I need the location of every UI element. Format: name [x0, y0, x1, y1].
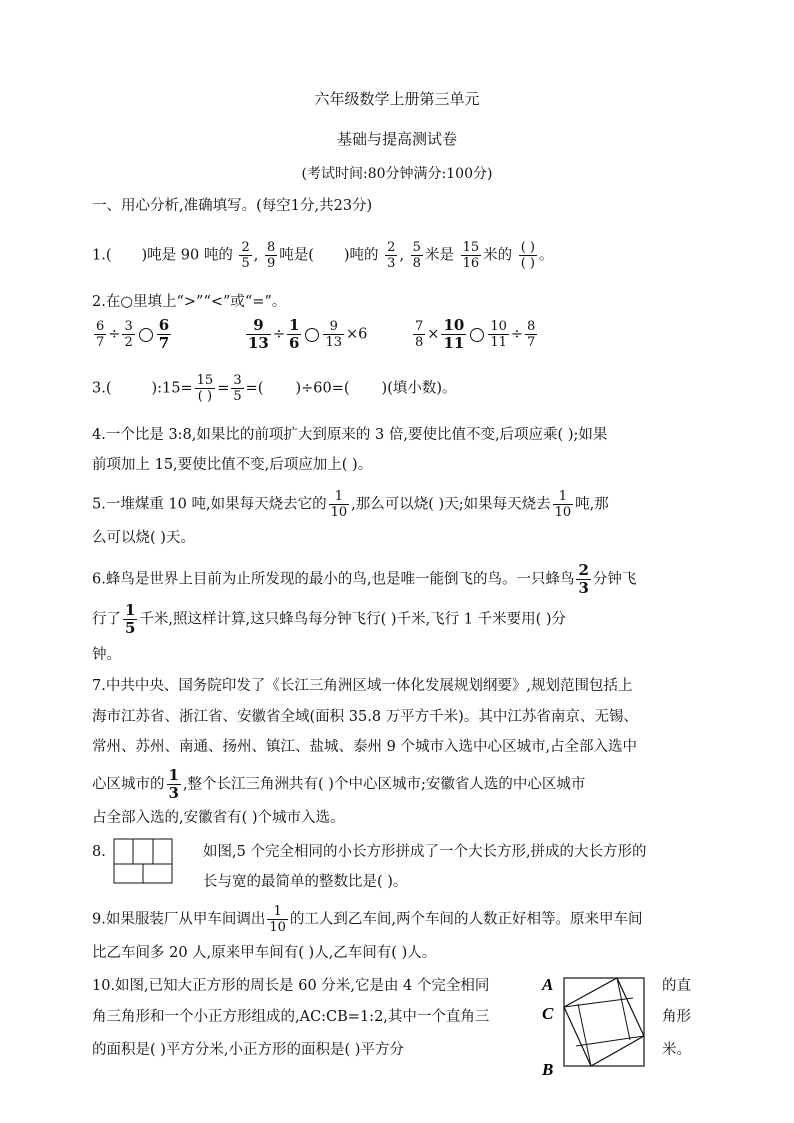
operator: ×	[427, 326, 440, 343]
q1-text: ,	[253, 247, 259, 264]
fraction	[385, 241, 397, 270]
denominator-blank[interactable]: ( )	[520, 256, 535, 271]
fraction	[488, 320, 509, 349]
question-5-line-1	[92, 490, 609, 519]
q5-text: 5.一堆煤重 10 吨,如果每天烧去它的	[92, 496, 327, 513]
question-8-number: 8.	[92, 844, 106, 860]
q9-text: 9.如果服装厂从甲车间调出	[92, 911, 266, 928]
numerator: 2	[387, 240, 396, 255]
numerator: 9	[323, 320, 344, 335]
fraction	[525, 320, 537, 349]
large-square	[564, 978, 644, 1066]
q6-text: 千米,照这样计算,这只蜂鸟每分钟飞行( )千米,飞行 1 千米要用( )分	[139, 611, 567, 628]
question-4-line-2: 前项加上 15,要使比值不变,后项应加上( )。	[92, 457, 373, 473]
fraction	[231, 374, 243, 403]
numerator: 15	[196, 373, 214, 388]
q5-text: ,那么可以烧( )天;如果每天烧去	[351, 496, 551, 513]
denominator: 7	[158, 334, 170, 352]
q1-text: 1.(	[92, 247, 112, 264]
q7-text: ,整个长江三角洲共有( )个中心区城市;安徽省人选的中心区城市	[182, 776, 586, 793]
worksheet-title: 六年级数学上册第三单元	[314, 90, 480, 108]
fraction	[329, 490, 350, 519]
numerator: 1	[329, 490, 350, 505]
numerator: 8	[527, 319, 536, 334]
denominator: 8	[412, 256, 421, 271]
q6-text: 行了	[92, 611, 121, 628]
q5-text: 吨,那	[575, 496, 609, 513]
numerator: 1	[289, 316, 300, 334]
triangle-line	[617, 978, 630, 1040]
q3-text: =(	[245, 380, 264, 397]
fraction	[287, 318, 301, 351]
denominator: 8	[415, 335, 424, 350]
denominator: 10	[554, 505, 572, 520]
label-b: B	[542, 1060, 554, 1079]
fraction	[553, 490, 574, 519]
operator: ÷	[510, 326, 524, 343]
fraction	[265, 241, 277, 270]
question-8-line-1: 如图,5 个完全相同的小长方形拼成了一个大长方形,拼成的大长方形的	[203, 844, 647, 860]
denominator: 3	[168, 784, 179, 802]
triangle-line	[578, 1004, 591, 1066]
operator: ÷	[108, 326, 121, 343]
fraction	[123, 603, 137, 636]
fraction	[94, 320, 106, 349]
numerator: 15	[462, 240, 480, 255]
compare-circle[interactable]	[139, 328, 153, 342]
question-3	[92, 374, 457, 403]
numerator: 8	[266, 240, 276, 255]
label-a: A	[542, 975, 554, 994]
denominator: 3	[578, 579, 589, 597]
question-10-right-2: 角形	[662, 1009, 691, 1025]
fraction	[576, 563, 590, 596]
denominator: 5	[233, 389, 242, 404]
compare-circle[interactable]	[470, 328, 484, 342]
fraction-blank[interactable]	[519, 241, 537, 270]
denominator: 7	[527, 335, 536, 350]
q1-text: 米是	[424, 247, 454, 264]
fraction	[239, 241, 251, 270]
fraction	[411, 241, 423, 270]
question-4-line-1: 4.一个比是 3:8,如果比的前项扩大到原来的 3 倍,要使比值不变,后项应乘( );如果	[92, 427, 608, 443]
q1-text: 米的	[483, 247, 513, 264]
denominator: 6	[289, 334, 300, 352]
question-2: 2.在○里填上“>”“<”或“=”。	[92, 294, 287, 310]
question-7-line-5: 占全部入选的,安徽省有( )个城市入选。	[92, 810, 345, 826]
question-7-line-3: 常州、苏州、南通、扬州、镇江、盐城、泰州 9 个城市入选中心区城市,占全部入选中	[92, 739, 638, 755]
question-7-line-1: 7.中共中央、国务院印发了《长江三角洲区域一体化发展规划纲要》,规划范围包括上	[92, 678, 633, 694]
denominator: 10	[330, 505, 348, 520]
q3-text: 3.(	[92, 380, 112, 397]
rectangles-figure	[113, 838, 173, 884]
q7-text: 心区城市的	[92, 776, 165, 793]
q1-text: 。	[539, 247, 554, 264]
numerator: 2	[241, 240, 250, 255]
denominator: 7	[96, 335, 105, 350]
question-7-line-4	[92, 768, 585, 801]
q3-text: )÷60=(	[295, 380, 350, 397]
question-6-line-3: 钟。	[92, 647, 121, 663]
denominator: 11	[490, 335, 507, 350]
q6-text: 分钟飞	[592, 571, 637, 588]
question-8-line-2: 长与宽的最简单的整数比是( )。	[203, 874, 408, 890]
numerator: 2	[578, 561, 589, 579]
q3-text: )(填小数)。	[381, 380, 457, 397]
denominator: 5	[125, 619, 136, 637]
exam-info: (考试时间:80分钟满分:100分)	[301, 166, 493, 182]
denominator: 2	[124, 335, 133, 350]
denominator: 3	[387, 256, 396, 271]
denominator: 9	[266, 256, 276, 271]
question-9-line-1	[92, 905, 643, 934]
question-10-line-1: 10.如图,已知大正方形的周长是 60 分米,它是由 4 个完全相同	[92, 978, 490, 994]
numerator: 3	[124, 319, 133, 334]
question-5-line-2: 么可以烧( )天。	[92, 530, 195, 546]
numerator: 1	[267, 905, 288, 920]
q1-text: )吨是 90 吨的	[141, 247, 233, 264]
fraction	[195, 374, 216, 403]
question-1	[92, 241, 554, 270]
fraction	[122, 320, 134, 349]
worksheet-subtitle: 基础与提高测试卷	[336, 130, 457, 148]
fraction	[167, 768, 181, 801]
question-10-line-2: 角三角形和一个小正方形组成的,AC:CB=1:2,其中一个直角三	[92, 1009, 490, 1025]
denominator: 5	[241, 256, 250, 271]
section1-heading: 一、用心分析,准确填写。(每空1分,共23分)	[92, 198, 373, 214]
denominator: 11	[443, 334, 465, 352]
numerator: 5	[412, 240, 421, 255]
fraction	[323, 320, 344, 349]
numerator: 9	[246, 318, 271, 335]
question-6-line-2	[92, 603, 566, 636]
fraction	[461, 241, 482, 270]
operator: ÷	[272, 326, 286, 343]
numerator: 6	[96, 319, 105, 334]
fraction	[267, 905, 288, 934]
question-9-line-2: 比乙车间多 20 人,原来甲车间有( )人,乙车间有( )人。	[92, 945, 437, 961]
square-figure	[540, 972, 650, 1080]
numerator: 1	[168, 766, 179, 784]
q2-expression-3	[411, 318, 539, 351]
fraction	[413, 320, 425, 349]
denominator-blank[interactable]: ( )	[197, 389, 213, 404]
numerator: 1	[553, 490, 574, 505]
numerator: 10	[443, 316, 465, 334]
question-10-right-1: 的直	[662, 978, 691, 994]
q6-text: 6.蜂鸟是世界上目前为止所发现的最小的鸟,也是唯一能倒飞的鸟。一只蜂鸟	[92, 571, 575, 588]
q3-text: ):15=	[151, 380, 193, 397]
q2-expression-2	[244, 318, 367, 351]
denominator: 16	[462, 256, 480, 271]
denominator: 10	[269, 920, 286, 935]
inner-tilted-square	[564, 978, 644, 1066]
numerator: 3	[233, 373, 242, 388]
fraction	[157, 318, 171, 351]
numerator: 6	[158, 316, 170, 334]
operator: ×6	[346, 326, 368, 343]
denominator: 13	[325, 335, 343, 350]
q2-expression-1	[92, 318, 173, 351]
question-10-line-3: 的面积是( )平方分米,小正方形的面积是( )平方分	[92, 1042, 404, 1058]
numerator: 7	[415, 319, 424, 334]
label-c: C	[542, 1004, 554, 1023]
question-6-line-1	[92, 563, 636, 596]
q1-text: 吨是(	[279, 247, 314, 264]
q3-text: =	[217, 380, 230, 397]
numerator: 1	[125, 601, 136, 619]
question-7-line-2: 海市江苏省、浙江省、安徽省全域(面积 35.8 万平方千米)。其中江苏省南京、无锡、	[92, 709, 638, 725]
fraction	[246, 318, 271, 351]
numerator: 10	[490, 319, 507, 334]
question-10-right-3: 米。	[662, 1042, 691, 1058]
numerator-blank[interactable]: ( )	[520, 240, 535, 255]
fraction	[441, 318, 466, 351]
q1-text: )吨的	[343, 247, 379, 264]
compare-circle[interactable]	[305, 328, 319, 342]
q1-text: ,	[399, 247, 405, 264]
q9-text: 的工人到乙车间,两个车间的人数正好相等。原来甲车间	[289, 911, 643, 928]
denominator: 13	[248, 334, 269, 352]
